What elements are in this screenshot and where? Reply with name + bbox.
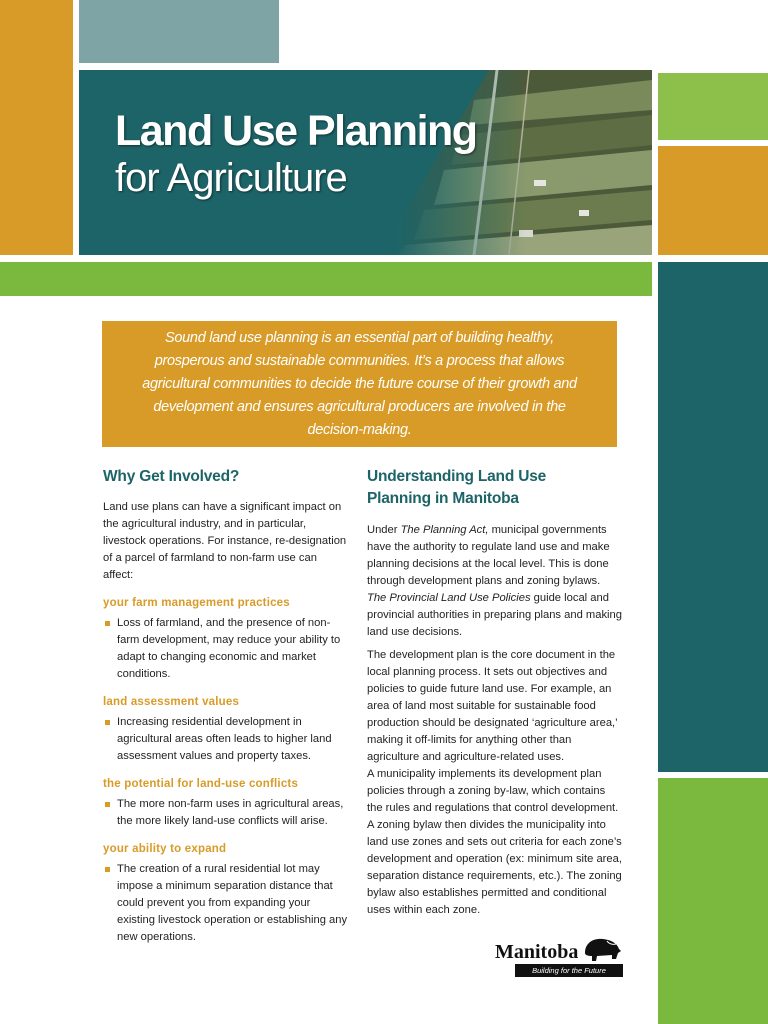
bullet-item: The creation of a rural residential lot may impose a minimum separation distance that could prevent you from expanding your existing livestock operation or establishing any new operations. [103, 861, 350, 946]
orange-decor-block [0, 0, 73, 255]
bullet-list [103, 615, 350, 683]
green-band [0, 262, 652, 296]
text-run: guide local and provincial authorities in preparing plans and making land use decisions. [367, 592, 622, 638]
section-title: your ability to expand [103, 843, 227, 855]
bullet-list [103, 714, 350, 765]
bison-icon [581, 935, 623, 963]
title-banner [79, 70, 652, 255]
zoning-bylaw-paragraph: A municipality implements its development plan policies through a zoning by-law, which contains the rules and regulations that control development. A zoning bylaw then divides the municipality into land use zones and sets out criteria for each zone’s development and operation (ex: minimum site area, separation distance requirements, etc.). The zoning bylaw also establishes permitted and conditional uses within each zone. [367, 768, 622, 916]
bullet-item: Increasing residential development in agricultural areas often leads to higher land assessment values and property taxes. [103, 714, 350, 765]
why-get-involved-heading: Why Get Involved? [103, 468, 240, 485]
text-run: Under [367, 524, 401, 536]
green-decor-block [658, 73, 768, 140]
text-run: municipal governments have the authority to regulate land use and make planning decisions at the local level. This is done through development plans and zoning bylaws. [367, 524, 610, 587]
bullet-list [103, 796, 350, 830]
title-line-1: Land Use Planning [115, 107, 477, 155]
intro-paragraph: Land use plans can have a significant impact on the agricultural industry, and in particular, livestock operations. For instance, re-designation of a parcel of farmland to non-farm use can affect: [103, 501, 347, 581]
bullet-list [103, 861, 350, 946]
land-use-policies-title: The Provincial Land Use Policies [367, 592, 531, 604]
section-title: land assessment values [103, 696, 240, 708]
teal-decor-block [79, 0, 279, 63]
manitoba-logo [495, 935, 625, 985]
section-title: your farm management practices [103, 597, 290, 609]
section-title: the potential for land-use conflicts [103, 778, 299, 790]
intro-text: Sound land use planning is an essential part of building healthy, prosperous and sustainable communities. It’s a process that allows agricultural communities to decide the future course of their growth and development and ensures agricultural producers are involved in the decision-making. [142, 329, 577, 438]
bullet-item: The more non-farm uses in agricultural areas, the more likely land-use conflicts will arise. [103, 796, 350, 830]
logo-tagline: Building for the Future [515, 964, 623, 977]
intro-callout [102, 321, 617, 447]
teal-sidebar-block [658, 262, 768, 772]
green-sidebar-block [658, 778, 768, 1024]
logo-name: Manitoba [495, 941, 579, 963]
understanding-heading: Understanding Land Use Planning in Manitoba [367, 468, 547, 507]
orange-decor-block-right [658, 146, 768, 255]
development-plan-paragraph: The development plan is the core document in the local planning process. It sets out objectives and policies to guide future land use. For example, an area of land most suitable for sustainable food production should be designated ‘agriculture area,’ making it off-limits for anything other than agriculture and agriculture-related uses. [367, 649, 618, 763]
title-line-2: for Agriculture [115, 156, 347, 200]
right-column [367, 466, 622, 919]
bullet-item: Loss of farmland, and the presence of non-farm development, may reduce your ability to adapt to changing economic and market conditions. [103, 615, 350, 683]
planning-act-paragraph [367, 522, 622, 641]
left-column [103, 466, 350, 946]
planning-act-title: The Planning Act, [400, 524, 489, 536]
banner-title [115, 108, 477, 200]
